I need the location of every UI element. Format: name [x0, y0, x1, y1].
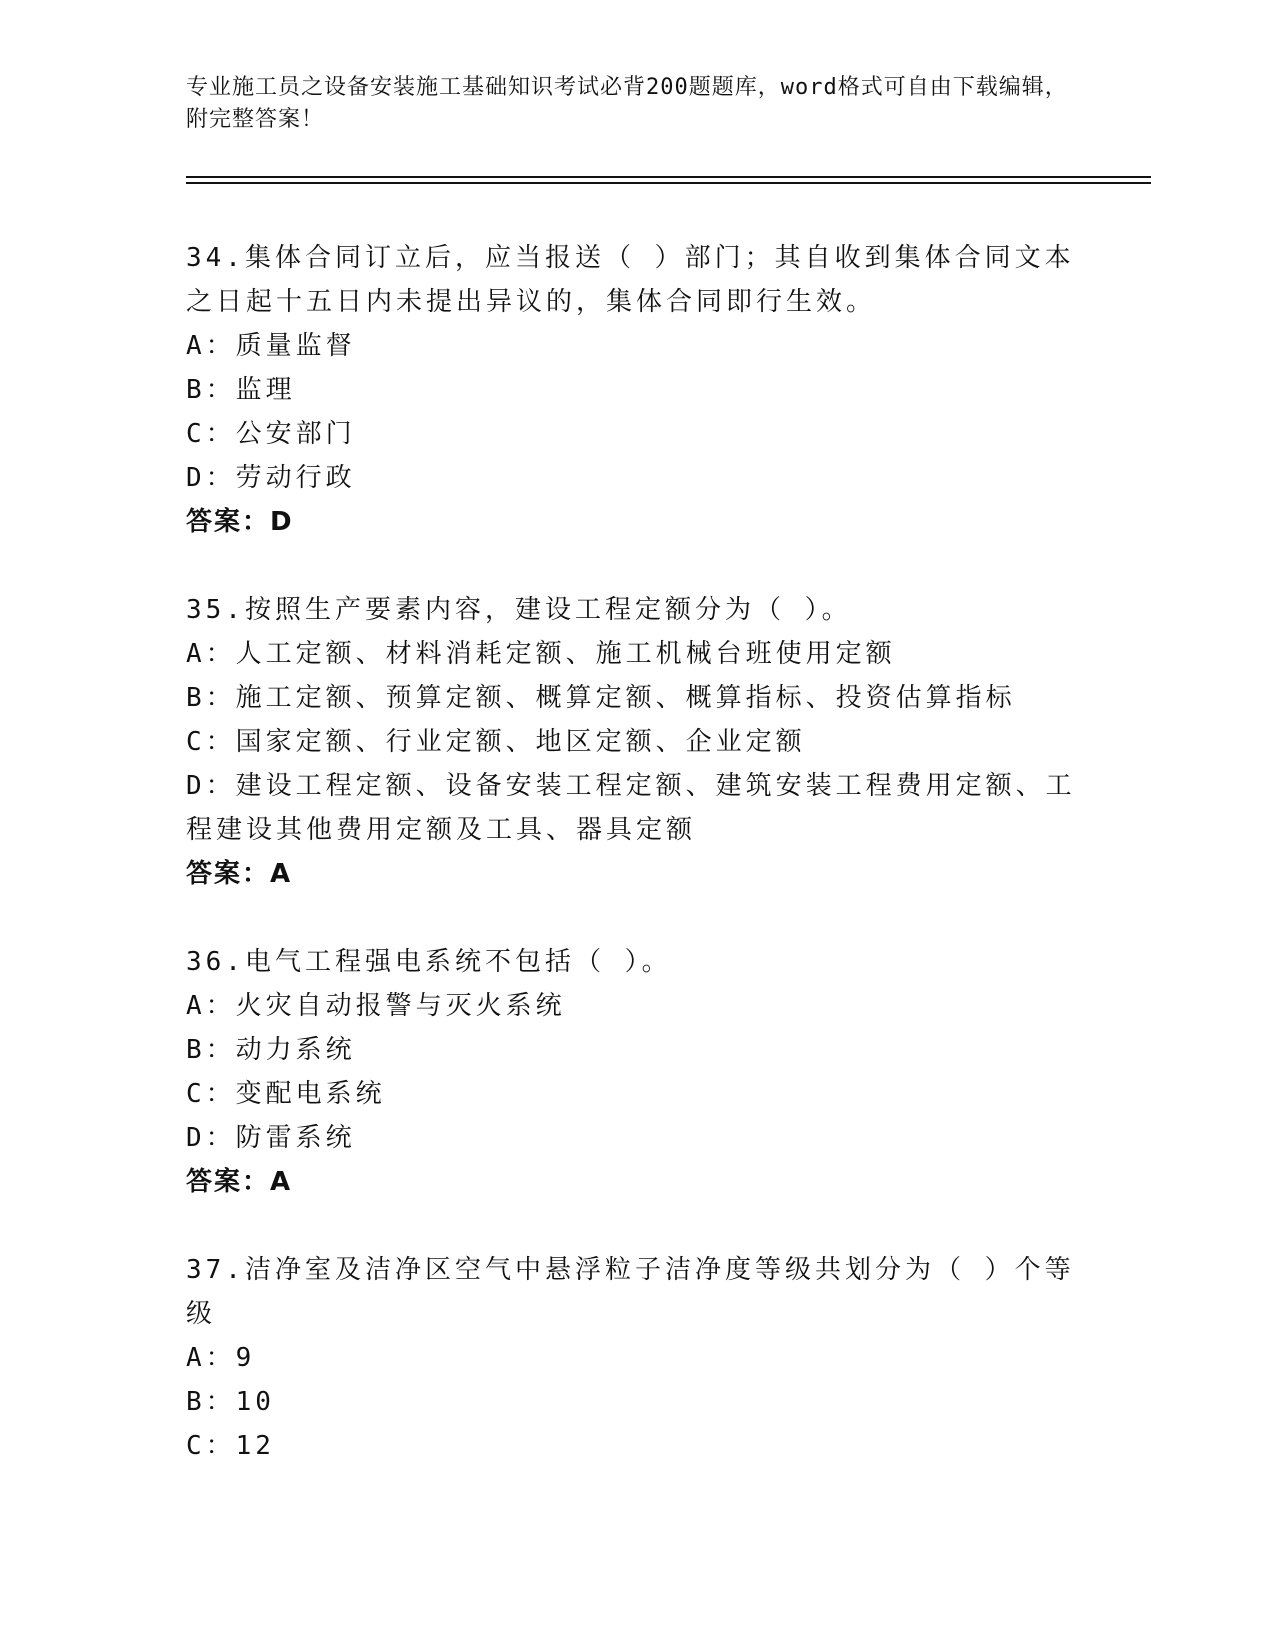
option-item — [186, 984, 1086, 1028]
option-text: 12 — [235, 1431, 275, 1461]
option-list — [186, 324, 1086, 500]
question-block — [186, 1248, 1086, 1468]
option-letter: C： — [186, 1079, 236, 1109]
option-letter: D： — [186, 771, 236, 801]
option-letter: A： — [186, 991, 236, 1021]
option-text: 劳动行政 — [235, 463, 356, 493]
option-text: 防雷系统 — [235, 1123, 356, 1153]
option-list — [186, 1336, 1086, 1468]
option-item — [186, 1028, 1086, 1072]
option-item — [186, 412, 1086, 456]
answer-line: 答案：A — [186, 859, 293, 889]
answer-line: 答案：A — [186, 1167, 293, 1197]
option-text: 监理 — [235, 375, 296, 405]
header-divider-bottom — [186, 182, 1151, 184]
option-item — [186, 720, 1086, 764]
option-item — [186, 1336, 1086, 1380]
question-text: 34.集体合同订立后，应当报送（ ）部门；其自收到集体合同文本之日起十五日内未提出异议的，集体合同即行生效。 — [186, 243, 1075, 317]
option-letter: C： — [186, 1431, 236, 1461]
option-letter: B： — [186, 1035, 236, 1065]
option-letter: A： — [186, 331, 236, 361]
option-item — [186, 324, 1086, 368]
question-list — [186, 236, 1086, 1512]
option-letter: A： — [186, 1343, 236, 1373]
option-text: 10 — [235, 1387, 275, 1417]
option-letter: D： — [186, 463, 236, 493]
option-item — [186, 1380, 1086, 1424]
option-item — [186, 456, 1086, 500]
question-block — [186, 588, 1086, 896]
option-item — [186, 1116, 1086, 1160]
option-text: 9 — [235, 1343, 256, 1373]
option-letter: B： — [186, 683, 236, 713]
option-text: 变配电系统 — [235, 1079, 386, 1109]
option-text: 火灾自动报警与灭火系统 — [235, 991, 566, 1021]
option-item — [186, 676, 1086, 720]
question-text: 37.洁净室及洁净区空气中悬浮粒子洁净度等级共划分为（ ）个等级 — [186, 1255, 1075, 1329]
option-list — [186, 984, 1086, 1160]
option-letter: B： — [186, 375, 236, 405]
question-block — [186, 236, 1086, 544]
question-block — [186, 940, 1086, 1204]
option-item — [186, 764, 1086, 852]
option-item — [186, 368, 1086, 412]
option-letter: C： — [186, 419, 236, 449]
option-text: 施工定额、预算定额、概算定额、概算指标、投资估算指标 — [235, 683, 1016, 713]
answer-line: 答案：D — [186, 507, 294, 537]
option-letter: B： — [186, 1387, 236, 1417]
option-text: 国家定额、行业定额、地区定额、企业定额 — [235, 727, 806, 757]
option-text: 质量监督 — [235, 331, 356, 361]
option-text: 建设工程定额、设备安装工程定额、建筑安装工程费用定额、工程建设其他费用定额及工具、器具定额 — [186, 771, 1076, 845]
option-text: 公安部门 — [235, 419, 356, 449]
option-item — [186, 1072, 1086, 1116]
option-list — [186, 632, 1086, 852]
option-item — [186, 1424, 1086, 1468]
option-letter: A： — [186, 639, 236, 669]
option-item — [186, 632, 1086, 676]
option-letter: D： — [186, 1123, 236, 1153]
option-letter: C： — [186, 727, 236, 757]
question-text: 36.电气工程强电系统不包括（ ）。 — [186, 947, 672, 977]
document-header: 专业施工员之设备安装施工基础知识考试必背200题题库，word格式可自由下载编辑，附完整答案！ — [186, 75, 1068, 132]
question-text: 35.按照生产要素内容，建设工程定额分为（ ）。 — [186, 595, 852, 625]
option-text: 人工定额、材料消耗定额、施工机械台班使用定额 — [235, 639, 896, 669]
option-text: 动力系统 — [235, 1035, 356, 1065]
header-divider-top — [186, 176, 1151, 178]
